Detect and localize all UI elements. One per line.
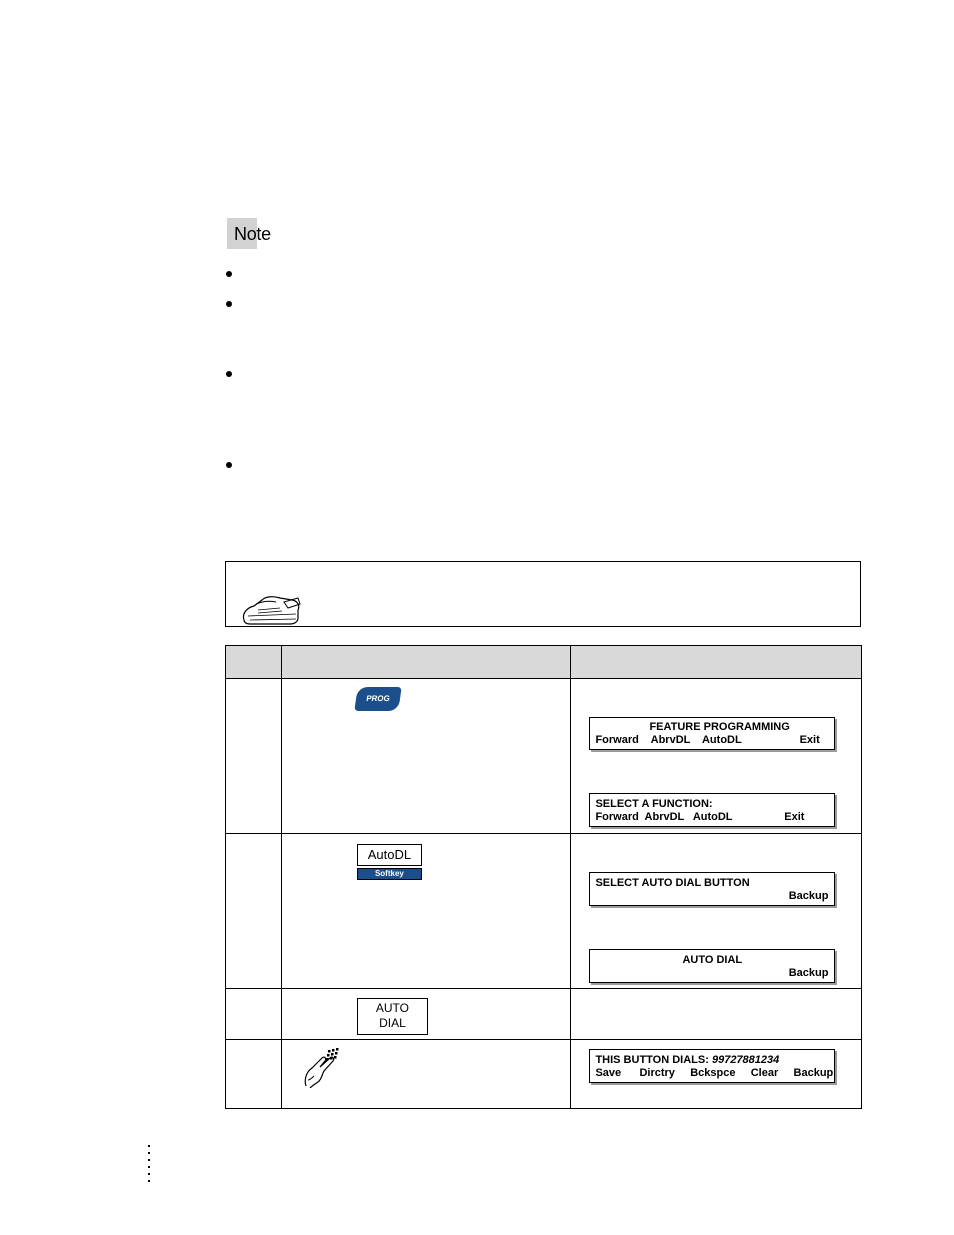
telephone-icon: [240, 592, 304, 626]
action-cell: [281, 679, 571, 834]
lcd-line-1: SELECT AUTO DIAL BUTTON: [595, 877, 750, 889]
lcd-line-2: Backup: [788, 967, 829, 979]
table-header-row: [226, 646, 862, 679]
auto-dial-line-1: AUTO: [375, 1001, 409, 1015]
step-cell: [226, 834, 282, 989]
lcd-line-1: [595, 1054, 779, 1066]
autodl-softkey-button: AutoDL: [357, 844, 422, 866]
bullet-marker: [226, 271, 232, 277]
table-row: [226, 679, 862, 834]
margin-dots: [148, 1145, 152, 1187]
action-cell: [281, 989, 571, 1040]
lcd-feature-programming: [589, 717, 835, 750]
table-row: [226, 1040, 862, 1109]
display-cell: [571, 679, 862, 834]
step-cell: [226, 679, 282, 834]
lcd-line-2: Save Dirctry Bckspce Clear Backup: [595, 1067, 834, 1079]
lcd-line-1: AUTO DIAL: [682, 954, 743, 966]
action-cell: [281, 1040, 571, 1109]
lcd-label: THIS BUTTON DIALS:: [595, 1054, 709, 1066]
bullet-marker: [226, 371, 232, 377]
softkey-tag: Softkey: [357, 868, 422, 880]
display-cell: [571, 1040, 862, 1109]
lcd-dial-number: 99727881234: [711, 1054, 780, 1066]
lcd-line-2: Backup: [788, 890, 829, 902]
lcd-button-dials: [589, 1049, 835, 1083]
lcd-line-2: Forward AbrvDL AutoDL Exit: [595, 811, 805, 823]
lcd-select-auto-dial: [589, 872, 835, 906]
header-cell-step: [226, 646, 282, 679]
dialpad-hand-icon: [300, 1046, 340, 1088]
display-cell: [571, 834, 862, 989]
bullet-marker: [226, 301, 232, 307]
lcd-auto-dial: [589, 949, 835, 983]
header-cell-display: [571, 646, 862, 679]
steps-table: [225, 645, 862, 1109]
step-cell: [226, 989, 282, 1040]
header-cell-action: [281, 646, 571, 679]
note-heading: Note: [234, 224, 271, 244]
lcd-line-2: Forward AbrvDL AutoDL Exit: [595, 734, 820, 746]
bullet-marker: [226, 462, 232, 468]
step-cell: [226, 1040, 282, 1109]
display-cell: [571, 989, 862, 1040]
auto-dial-line-2: DIAL: [379, 1016, 406, 1030]
auto-dial-button: [357, 998, 428, 1035]
lcd-line-1: FEATURE PROGRAMMING: [649, 721, 790, 733]
action-cell: [281, 834, 571, 989]
lcd-select-function: [589, 793, 835, 827]
table-row: [226, 834, 862, 989]
lcd-line-1: SELECT A FUNCTION:: [595, 798, 713, 810]
procedure-header-box: [225, 561, 861, 627]
table-row: [226, 989, 862, 1040]
prog-key-icon: PROG: [354, 687, 401, 711]
